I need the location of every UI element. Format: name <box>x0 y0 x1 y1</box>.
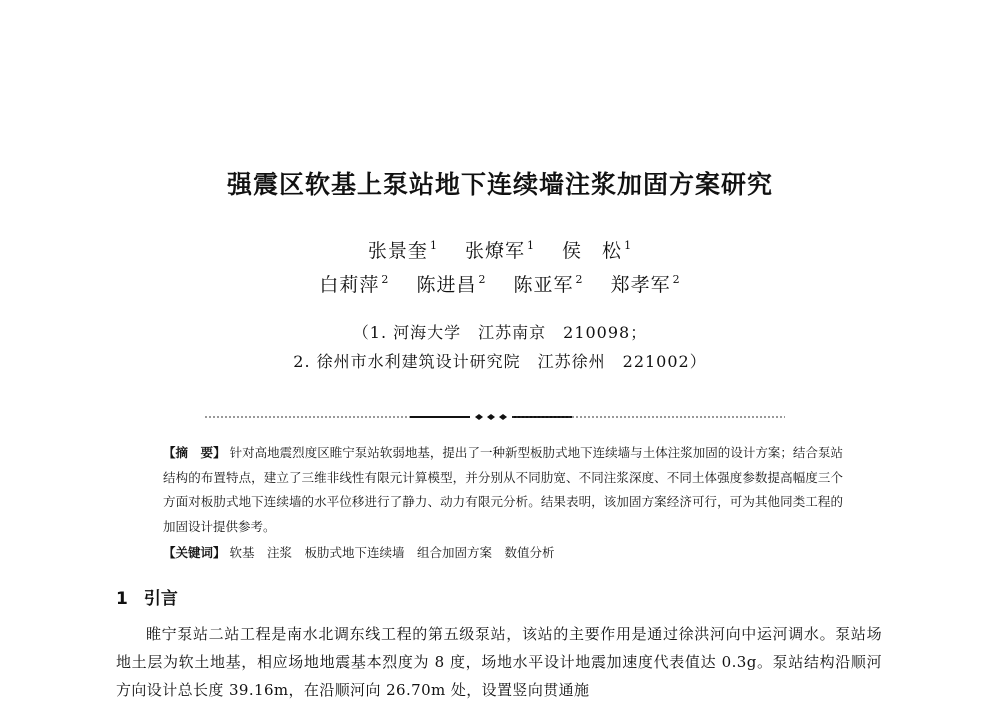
author-affiliation-mark: 1 <box>527 239 535 252</box>
author-name: 张景奎 <box>367 240 428 262</box>
authors-line-1 <box>0 236 1000 263</box>
abstract-text: 针对高地震烈度区睢宁泵站软弱地基，提出了一种新型板肋式地下连续墙与土体注浆加固的设计方案；结合泵站结构的布置特点，建立了三维非线性有限元计算模型，并分别从不同肋宽、不同注浆深度、不同土体强度参数提高幅度三个方面对板肋式地下连续墙的水平位移进行了静力、动力有限元分析。结果表明，该加固方案经济可行，可为其他同类工程的加固设计提供参考。 <box>163 445 843 534</box>
keywords <box>163 541 843 565</box>
author <box>562 236 632 263</box>
author-affiliation-mark: 2 <box>575 273 584 286</box>
author <box>416 270 486 297</box>
author-affiliation-mark: 1 <box>429 239 438 252</box>
author <box>611 270 681 297</box>
authors-line-2 <box>0 270 1000 297</box>
author <box>514 270 584 297</box>
author-affiliation-mark: 1 <box>624 239 633 252</box>
author-name: 陈亚军 <box>513 274 574 296</box>
author-name: 陈进昌 <box>416 274 477 296</box>
section-title: 引言 <box>143 589 178 609</box>
section-divider <box>205 412 785 422</box>
section-number: 1 <box>116 589 128 609</box>
body-text <box>116 620 882 704</box>
author-name: 白莉萍 <box>319 274 380 296</box>
author-affiliation-mark: 2 <box>381 273 390 286</box>
affiliation-2: 2. 徐州市水利建筑设计研究院 江苏徐州 221002） <box>293 352 707 371</box>
author <box>368 236 438 263</box>
author-name: 张燎军 <box>464 240 525 262</box>
author <box>465 236 535 263</box>
author-affiliation-mark: 2 <box>672 273 681 286</box>
author-affiliation-mark: 2 <box>478 273 487 286</box>
keywords-label: 【关键词】 <box>163 545 226 560</box>
affiliation-1: （1. 河海大学 江苏南京 210098； <box>352 323 648 342</box>
abstract-label: 【摘 要】 <box>163 445 226 460</box>
keywords-text: 软基 注浆 板肋式地下连续墙 组合加固方案 数值分析 <box>229 545 555 560</box>
body-paragraph: 睢宁泵站二站工程是南水北调东线工程的第五级泵站，该站的主要作用是通过徐洪河向中运河调水。泵站场地土层为软土地基，相应场地地震基本烈度为 8 度，场地水平设计地震加速度代表值达 0.3g。泵站结构沿顺河方向设计总长度 39.16m，在沿顺河向 26.70m 处，设置竖向贯通施 <box>116 625 882 699</box>
author-name: 侯 松 <box>562 240 623 262</box>
abstract <box>163 441 843 539</box>
author-name: 郑孝军 <box>610 274 671 296</box>
paper-title: 强震区软基上泵站地下连续墙注浆加固方案研究 <box>226 170 773 199</box>
author <box>319 270 389 297</box>
section-heading <box>116 584 178 609</box>
